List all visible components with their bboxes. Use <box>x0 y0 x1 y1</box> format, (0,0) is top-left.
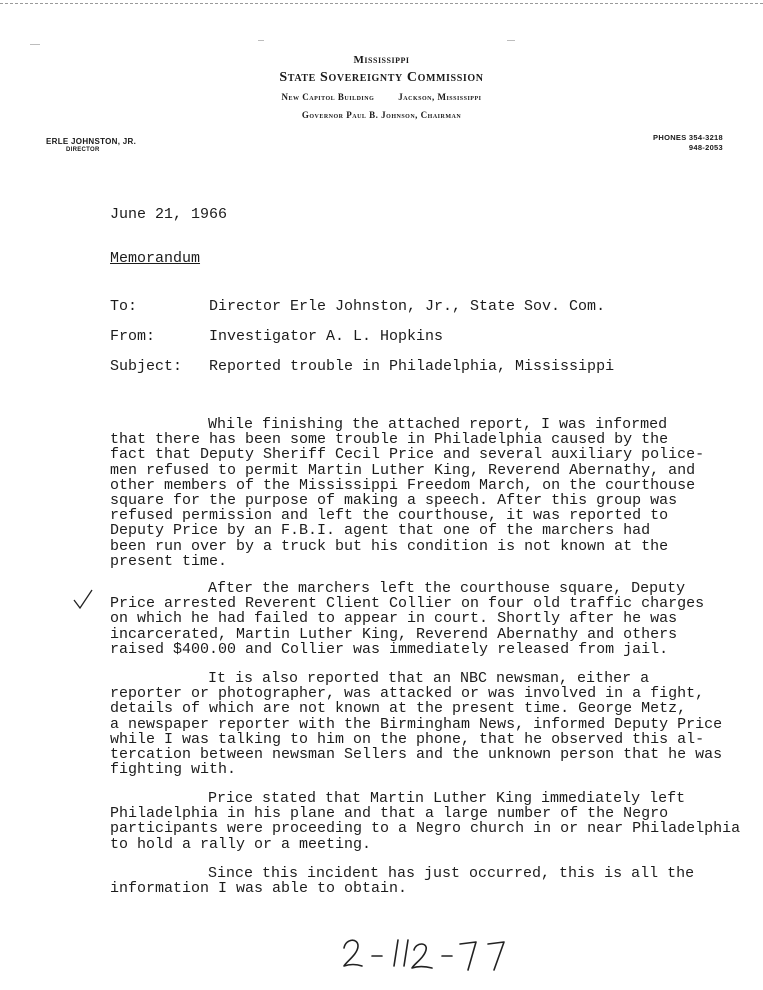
paragraph-line: tercation between newsman Sellers and the unknown person that he was <box>110 745 723 763</box>
paragraph-2 <box>110 581 704 657</box>
paragraph-line: Price arrested Reverent Client Collier on four old traffic charges <box>110 595 705 613</box>
paragraph-line: other members of the Mississippi Freedom March, on the courthouse <box>110 476 696 494</box>
check-mark-icon <box>72 588 94 610</box>
subject-value: Reported trouble in Philadelphia, Mississippi <box>209 358 615 375</box>
paragraph-line: details of which are not known at the present time. George Metz, <box>110 700 687 718</box>
memo-heading: Memorandum <box>110 250 201 267</box>
paragraph-line: on which he had failed to appear in court. Shortly after he was <box>110 610 678 628</box>
paragraph-line: raised $400.00 and Collier was immediately released from jail. <box>110 640 669 658</box>
paragraph-line: refused permission and left the courthouse, it was reported to <box>110 507 669 525</box>
subject-label: Subject: <box>110 358 183 375</box>
paragraph-line: Philadelphia in his plane and that a large number of the Negro <box>110 805 669 823</box>
paragraph-3 <box>110 671 722 777</box>
paragraph-line: a newspaper reporter with the Birmingham News, informed Deputy Price <box>110 715 723 733</box>
paragraph-line: Since this incident has just occurred, this is all the <box>208 865 695 882</box>
paragraph-line: square for the purpose of making a speech. After this group was <box>110 491 678 509</box>
paragraph-line: incarcerated, Martin Luther King, Reverend Abernathy and others <box>110 625 678 643</box>
paragraph-1 <box>110 417 704 569</box>
paragraph-line: that there has been some trouble in Philadelphia caused by the <box>110 431 669 449</box>
paragraph-4 <box>110 791 740 852</box>
director-name: ERLE JOHNSTON, JR. <box>46 137 137 146</box>
paragraph-line: to hold a rally or a meeting. <box>110 835 372 853</box>
paragraph-line: participants were proceeding to a Negro church in or near Philadelphia <box>110 820 741 838</box>
letterhead-address <box>0 92 763 102</box>
paragraph-line: It is also reported that an NBC newsman, either a <box>208 670 650 687</box>
phone-line-2: 948-2053 <box>688 143 723 152</box>
paragraph-line: fighting with. <box>110 761 237 779</box>
letterhead-governor: Governor Paul B. Johnson, Chairman <box>301 110 462 120</box>
letterhead-city: Jackson, Mississippi <box>398 92 482 102</box>
paragraph-line: Deputy Price by an F.B.I. agent that one of the marchers had <box>110 522 651 540</box>
paragraph-line: present time. <box>110 552 228 570</box>
paragraph-line: Price stated that Martin Luther King immediately left <box>208 790 686 807</box>
paragraph-line: while I was talking to him on the phone, that he observed this al- <box>110 730 705 748</box>
paragraph-line: While finishing the attached report, I was informed <box>208 416 668 433</box>
scan-top-edge <box>0 3 763 4</box>
paragraph-5 <box>110 866 694 896</box>
letterhead-building: New Capitol Building <box>281 92 375 102</box>
to-value: Director Erle Johnston, Jr., State Sov. Com. <box>209 298 606 315</box>
from-value: Investigator A. L. Hopkins <box>209 328 444 345</box>
phone-line-1: PHONES 354-3218 <box>653 133 723 142</box>
memo-date: June 21, 1966 <box>110 206 228 223</box>
handwritten-file-number <box>340 928 510 976</box>
paragraph-line: been run over by a truck but his condition is not known at the <box>110 537 669 555</box>
paragraph-line: fact that Deputy Sheriff Cecil Price and several auxiliary police- <box>110 446 705 464</box>
letterhead-organization: State Sovereignty Commission <box>279 70 484 85</box>
paragraph-line: After the marchers left the courthouse square, Deputy <box>208 580 686 597</box>
paragraph-line: reporter or photographer, was attacked or was involved in a fight, <box>110 685 705 703</box>
director-title: DIRECTOR <box>66 147 100 153</box>
to-label: To: <box>110 298 138 315</box>
from-label: From: <box>110 328 156 345</box>
letterhead-state: Mississippi <box>353 54 410 66</box>
paragraph-line: men refused to permit Martin Luther King, Reverend Abernathy, and <box>110 461 696 479</box>
paragraph-line: information I was able to obtain. <box>110 880 408 898</box>
